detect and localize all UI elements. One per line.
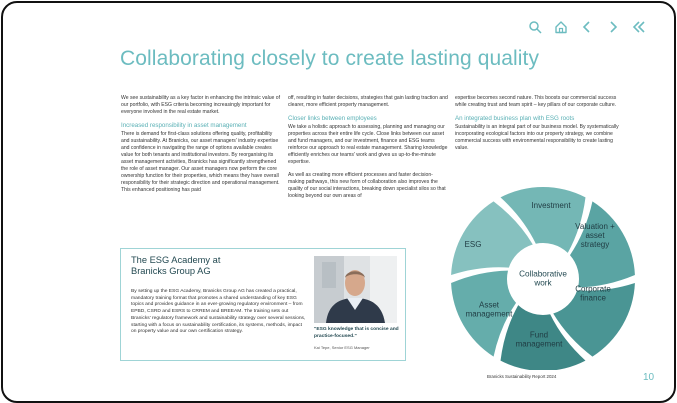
portrait-image	[314, 256, 397, 323]
double-chevron-left-icon[interactable]	[632, 20, 646, 34]
esg-academy-title	[131, 255, 291, 277]
wheel-center-label: Collaborative work	[519, 269, 567, 288]
portrait-photo	[314, 256, 397, 323]
esg-academy-title-line-1: The ESG Academy at	[131, 255, 221, 265]
page-title: Collaborating closely to create lasting quality	[120, 47, 540, 70]
wheel-segment-label: Corporate finance	[575, 284, 611, 303]
esg-academy-box	[120, 248, 406, 361]
text-column-1	[121, 95, 281, 200]
intro-paragraph: We see sustainability as a key factor in enhancing the intrinsic value of our portfolio, with ESG criteria becoming increasingly important for everyone involved in the real estate market.	[121, 95, 281, 115]
wheel-segment-label: ESG	[464, 240, 482, 249]
continued-paragraph: off, resulting in faster decisions, strategies that gain lasting traction and clearer, more efficient property management.	[288, 95, 448, 108]
footer-text: Branicks Sustainability Report 2024	[487, 374, 557, 379]
body-paragraph: As well as creating more efficient processes and faster decision-making pathways, this new form of collaboration also improves the quality of our social interactions, breaking down specialist silos so that looking beyond our own areas of	[288, 171, 446, 199]
chevron-right-icon[interactable]	[606, 20, 620, 34]
home-icon[interactable]	[554, 20, 568, 34]
body-paragraph: There is demand for first-class solutions offering quality, profitability and sustainability. At Branicks, our asset managers' industry expertise and confidence in navigating the range of options available creates value for both tenants and institutional investors. By reorganising its asset management activities, Branicks has significantly strengthened the role of asset manager. Our asset managers now perform the core ownership function for their properties, which means they have overall responsibility for their strategic direction and operational management. This enhanced positioning has paid	[121, 130, 280, 193]
wheel-segment-label: Fund management	[515, 330, 563, 349]
wheel-segment-label: Asset management	[465, 300, 513, 319]
chevron-left-icon[interactable]	[580, 20, 594, 34]
text-column-3	[455, 95, 620, 158]
wheel-segment-label: Valuation + asset strategy	[575, 221, 615, 250]
text-column-2	[288, 95, 448, 206]
quote-author: Kai Tepe, Senior ESG Manager	[314, 345, 370, 350]
section-heading-business-plan: An integrated business plan with ESG roots	[455, 115, 575, 122]
page	[1, 1, 676, 403]
esg-academy-title-line-2: Branicks Group AG	[131, 266, 211, 276]
section-heading-closer-links: Closer links between employees	[288, 115, 377, 122]
quote-text: "ESG knowledge that is concise and practice-focused."	[314, 327, 399, 339]
page-navigation	[528, 20, 646, 34]
section-heading-asset-management: Increased responsibility in asset management	[121, 122, 247, 129]
body-paragraph: Sustainability is an integral part of our business model. By systematically incorporating ecological factors into our property strategy, we combine commercial success with environmental responsibility to create lasting value.	[455, 123, 619, 151]
wheel-segment-label: Investment	[531, 201, 571, 210]
continued-paragraph: expertise becomes second nature. This boosts our commercial success while creating trust and team spirit – key pillars of our corporate culture.	[455, 95, 617, 108]
page-number: 10	[643, 372, 655, 383]
collaboration-wheel-diagram	[443, 186, 643, 370]
esg-academy-body: By setting up the ESG Academy, Branicks Group AG has created a practical, mandatory training format that promotes a shared understanding of key ESG topics and provides guidance in an ever-growing regulatory environment – from EPBD, CSRD and ESRS to CRREM and BREEAM. The training sets out Branicks' regulatory framework and sustainability strategy over several sessions, starting with a focus on sustainability certification, its systems, methods, impact on property value and our own certification strategy.	[131, 289, 306, 335]
body-paragraph: We take a holistic approach to assessing, planning and managing our properties across their entire life cycle. Close links between our asset and fund managers, and our investment, finance and ESG teams reinforce our approach to real estate management. Sharing knowledge efficiently enriches our teams' work and gives us up-to-the-minute expertise.	[288, 123, 448, 165]
search-icon[interactable]	[528, 20, 542, 34]
